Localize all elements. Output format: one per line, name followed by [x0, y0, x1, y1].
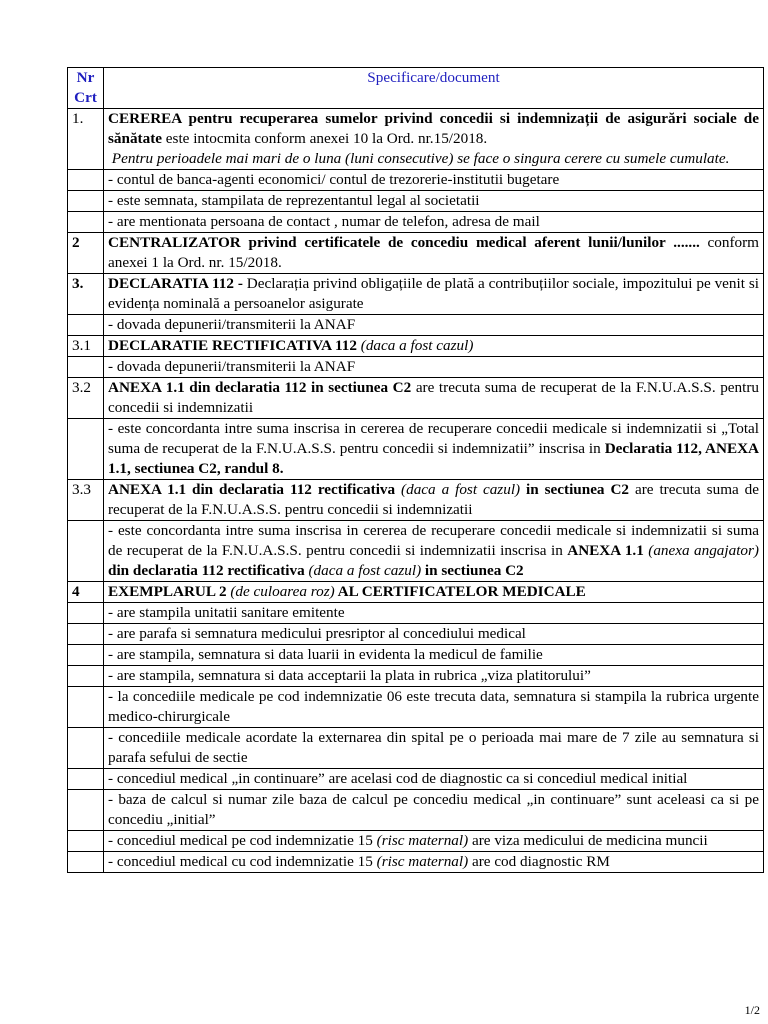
table-row — [68, 582, 764, 603]
text: are cod diagnostic RM — [468, 853, 610, 870]
bold-text: in sectiunea C2 — [520, 481, 630, 498]
row-number — [68, 666, 104, 687]
table-row — [68, 728, 764, 769]
row-number — [68, 624, 104, 645]
row-specification — [104, 852, 764, 873]
table-row — [68, 191, 764, 212]
bold-text: ANEXA 1.1 din declaratia 112 in sectiunea C2 — [108, 379, 412, 396]
row-number — [68, 170, 104, 191]
table-row — [68, 336, 764, 357]
text: - dovada depunerii/transmiterii la ANAF — [108, 358, 356, 375]
bold-text: CENTRALIZATOR privind certificatele de concediu medical aferent lunii/lunilor ....... — [108, 234, 700, 251]
text: este intocmita conform anexei 10 la Ord. nr.15/2018. — [162, 130, 488, 147]
text: - are stampila, semnatura si data luarii in evidenta la medicul de familie — [108, 646, 543, 663]
row-specification — [104, 419, 764, 480]
text: are trecuta suma de recuperat de la F.N.U.A.S.S. pentru concedii si indemnizatii — [108, 379, 759, 416]
row-specification — [104, 624, 764, 645]
page-number: 1/2 — [744, 1003, 760, 1017]
row-number — [68, 645, 104, 666]
text: are trecuta suma de recuperat de la F.N.U.A.S.S. pentru concedii si indemnizatii — [108, 481, 760, 518]
italic-text: (anexa angajator) — [643, 542, 759, 559]
row-number — [68, 831, 104, 852]
text: - are stampila, semnatura si data acceptarii la plata in rubrica „viza platitorului” — [108, 667, 591, 684]
bold-text: din declaratia 112 rectificativa — [108, 562, 305, 579]
row-specification — [104, 336, 764, 357]
row-specification — [104, 521, 764, 582]
text: - baza de calcul si numar zile baza de calcul pe concediu medical „in continuare” sunt aceleasi ca si pe concediu „initial” — [108, 791, 759, 828]
row-number — [68, 357, 104, 378]
table-row — [68, 645, 764, 666]
row-specification — [104, 191, 764, 212]
table-row — [68, 378, 764, 419]
italic-text: (daca a fost cazul) — [304, 562, 422, 579]
row-number — [68, 769, 104, 790]
row-number: 3.1 — [68, 336, 104, 357]
table-row — [68, 357, 764, 378]
row-number: 3. — [68, 274, 104, 315]
table-row — [68, 419, 764, 480]
table-row — [68, 480, 764, 521]
table-row — [68, 790, 764, 831]
row-specification — [104, 274, 764, 315]
row-specification — [104, 109, 764, 170]
bold-text: AL CERTIFICATELOR MEDICALE — [334, 583, 586, 600]
bold-text: ANEXA 1.1 din declaratia 112 rectificativa — [108, 481, 396, 498]
row-specification — [104, 170, 764, 191]
text: - concediul medical cu cod indemnizatie 15 — [108, 853, 373, 870]
text: - concediile medicale acordate la externarea din spital pe o perioada mai mare de 7 zile au semnatura si parafa sefului de sectie — [108, 729, 759, 766]
row-specification — [104, 728, 764, 769]
text: are viza medicului de medicina muncii — [468, 832, 708, 849]
row-specification — [104, 233, 764, 274]
table-row — [68, 212, 764, 233]
italic-text: (daca a fost cazul) — [395, 481, 521, 498]
row-number — [68, 603, 104, 624]
table-body — [68, 109, 764, 873]
table-row — [68, 274, 764, 315]
row-specification — [104, 357, 764, 378]
text: - are parafa si semnatura medicului presriptor al concediului medical — [108, 625, 526, 642]
row-number — [68, 315, 104, 336]
row-number: 1. — [68, 109, 104, 170]
text: - la concediile medicale pe cod indemnizatie 06 este trecuta data, semnatura si stampila la rubrica urgente medico-chirurgicale — [108, 688, 759, 725]
table-row — [68, 666, 764, 687]
italic-text: Pentru perioadele mai mari de o luna (luni consecutive) se face o singura cerere cu sumele cumulate. — [108, 150, 730, 167]
text: - este semnata, stampilata de reprezentantul legal al societatii — [108, 192, 480, 209]
row-specification — [104, 315, 764, 336]
bold-text: DECLARATIE RECTIFICATIVA 112 — [108, 337, 357, 354]
table-row — [68, 109, 764, 170]
row-number: 4 — [68, 582, 104, 603]
row-specification — [104, 212, 764, 233]
row-number — [68, 728, 104, 769]
row-specification — [104, 378, 764, 419]
bold-text: CEREREA pentru recuperarea sumelor privind concedii si indemnizații de asigurări sociale de sănătate — [108, 110, 759, 147]
bold-text: EXEMPLARUL 2 — [108, 583, 227, 600]
document-table — [67, 67, 764, 873]
text: conform anexei 1 la Ord. nr. 15/2018. — [108, 234, 759, 271]
bold-text: in sectiunea C2 — [421, 562, 524, 579]
row-number: 3.3 — [68, 480, 104, 521]
text: - dovada depunerii/transmiterii la ANAF — [108, 316, 356, 333]
table-row — [68, 170, 764, 191]
italic-text: (risc maternal) — [372, 832, 469, 849]
table-header-row — [68, 68, 764, 109]
table-row — [68, 852, 764, 873]
table-row — [68, 521, 764, 582]
row-number — [68, 521, 104, 582]
row-number: 3.2 — [68, 378, 104, 419]
nr-crt-header: Nr Crt — [68, 68, 104, 109]
text: - este concordanta intre suma inscrisa in cererea de recuperare concedii medicale si indemnizatii si suma de recuperat de la F.N.U.A.S.S. pentru concedii si indemnizatii inscrisa in — [108, 522, 759, 559]
table-row — [68, 769, 764, 790]
table-row — [68, 315, 764, 336]
text: - este concordanta intre suma inscrisa in cererea de recuperare concedii medicale si indemnizatii si „Total suma de recuperat de la F.N.U.A.S.S. pentru concedii si indemnizatii” inscrisa in — [108, 420, 759, 457]
row-specification — [104, 666, 764, 687]
italic-text: (risc maternal) — [372, 853, 469, 870]
table-row — [68, 687, 764, 728]
row-number — [68, 687, 104, 728]
text: - concediul medical pe cod indemnizatie 15 — [108, 832, 373, 849]
text: - contul de banca-agenti economici/ contul de trezorerie-institutii bugetare — [108, 171, 560, 188]
text: - concediul medical „in continuare” are acelasi cod de diagnostic ca si concediul medical initial — [108, 770, 688, 787]
table-row — [68, 831, 764, 852]
row-specification — [104, 790, 764, 831]
bold-text: Declaratia 112, ANEXA 1.1, sectiunea C2, randul 8. — [108, 440, 760, 477]
row-specification — [104, 480, 764, 521]
bold-text: DECLARATIA 112 - — [108, 275, 243, 292]
row-number — [68, 212, 104, 233]
specificare-header: Specificare/document — [104, 68, 764, 109]
table-row — [68, 624, 764, 645]
table-row — [68, 233, 764, 274]
row-number — [68, 790, 104, 831]
bold-text: ANEXA 1.1 — [567, 542, 644, 559]
italic-text: (de culoarea roz) — [226, 583, 335, 600]
row-specification — [104, 603, 764, 624]
row-number: 2 — [68, 233, 104, 274]
row-number — [68, 852, 104, 873]
row-specification — [104, 687, 764, 728]
row-specification — [104, 645, 764, 666]
row-number — [68, 191, 104, 212]
row-specification — [104, 582, 764, 603]
text: - are stampila unitatii sanitare emitente — [108, 604, 345, 621]
table-row — [68, 603, 764, 624]
text: - are mentionata persoana de contact , numar de telefon, adresa de mail — [108, 213, 540, 230]
row-specification — [104, 831, 764, 852]
row-specification — [104, 769, 764, 790]
row-number — [68, 419, 104, 480]
italic-text: (daca a fost cazul) — [356, 337, 474, 354]
text: Declarația privind obligațiile de plată a contribuțiilor sociale, impozitului pe venit si evidența nominală a persoanelor asigurate — [108, 275, 759, 312]
